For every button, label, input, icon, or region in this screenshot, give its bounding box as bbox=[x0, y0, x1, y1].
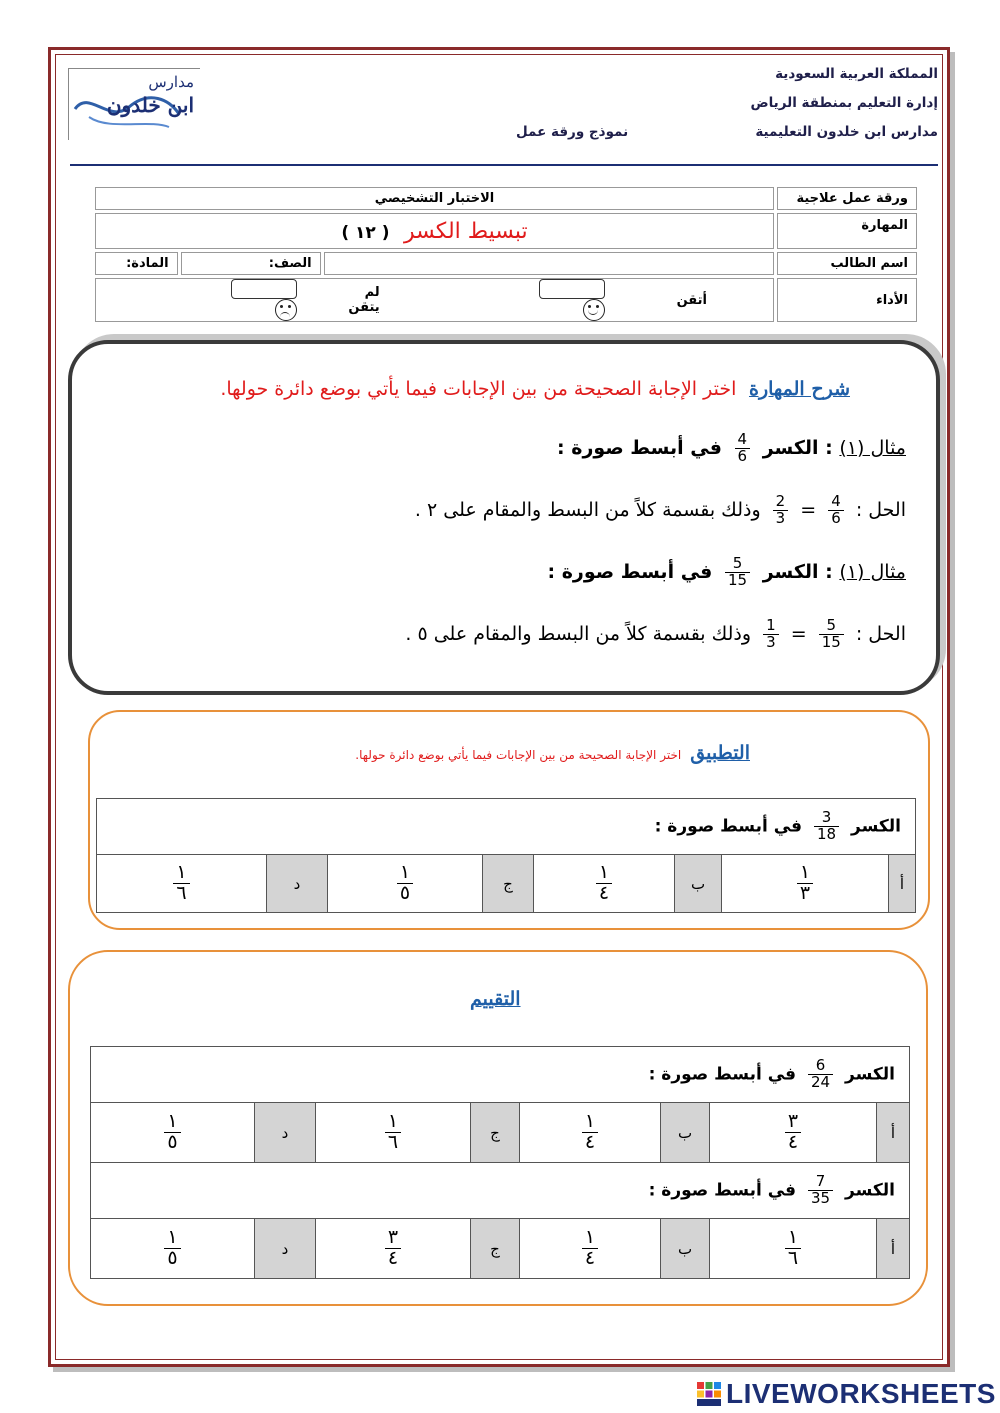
choice-letter: ج bbox=[471, 1219, 520, 1279]
liveworksheets-brand bbox=[696, 1378, 996, 1410]
not-mastered-group bbox=[212, 279, 297, 321]
class-label: الصف: bbox=[268, 256, 312, 271]
numerator: ٣ bbox=[787, 1110, 799, 1133]
numerator: ١ bbox=[167, 1110, 178, 1133]
choice-fraction bbox=[797, 863, 813, 904]
q2-choice-c[interactable] bbox=[316, 1219, 471, 1279]
choice-letter: ب bbox=[661, 1219, 710, 1279]
choice-c[interactable] bbox=[328, 855, 483, 913]
explanation-title: شرح المهارة bbox=[748, 378, 850, 400]
denominator: ٤ bbox=[785, 1132, 801, 1153]
denominator: ٦ bbox=[785, 1248, 801, 1269]
assessment-q2-choices-row bbox=[91, 1219, 910, 1279]
choice-fraction bbox=[397, 863, 413, 904]
numerator: 6 bbox=[815, 1056, 826, 1075]
question-tail: في أبسط صورة : bbox=[648, 1180, 797, 1201]
choice-letter: أ bbox=[877, 1103, 910, 1163]
example-2-fraction bbox=[725, 556, 750, 589]
choice-letter: د bbox=[255, 1103, 316, 1163]
info-table bbox=[92, 184, 920, 325]
choice-letter: د bbox=[267, 855, 328, 913]
numerator: ١ bbox=[399, 861, 411, 884]
assessment-q1-choices-row bbox=[91, 1103, 910, 1163]
question-lead: الكسر bbox=[851, 816, 901, 837]
example-1-tail: في أبسط صورة : bbox=[557, 436, 722, 459]
question-fraction bbox=[814, 810, 839, 843]
class-field[interactable] bbox=[181, 252, 321, 275]
performance-label: الأداء bbox=[777, 278, 917, 322]
solution-1-text: وذلك بقسمة كلاً من البسط والمقام على ٢ . bbox=[414, 498, 761, 521]
solution-1-label: الحل : bbox=[855, 498, 906, 521]
denominator: ٣ bbox=[797, 883, 813, 904]
numerator: ١ bbox=[176, 861, 187, 884]
denominator: ٦ bbox=[173, 883, 189, 904]
header-rule bbox=[70, 164, 938, 166]
worksheet-value: الاختبار التشخيصي bbox=[95, 187, 774, 210]
practice-instruction: اختر الإجابة الصحيحة من بين الإجابات فيما يأتي بوضع دائرة حولها. bbox=[355, 748, 682, 762]
example-2-label: مثال (١) bbox=[839, 560, 906, 583]
denominator: 6 bbox=[828, 510, 844, 527]
choice-letter: ج bbox=[471, 1103, 520, 1163]
example-1-fraction bbox=[735, 432, 751, 465]
denominator: ٥ bbox=[164, 1132, 180, 1153]
logo-text-top: مدارس bbox=[148, 73, 194, 91]
numerator: ١ bbox=[799, 861, 811, 884]
question-tail: في أبسط صورة : bbox=[654, 816, 803, 837]
liveworksheets-text: LIVEWORKSHEETS bbox=[726, 1378, 996, 1409]
header-form-title: نموذج ورقة عمل bbox=[516, 124, 629, 140]
question-lead: الكسر bbox=[845, 1064, 895, 1085]
solution-2-fraction-b bbox=[763, 618, 779, 651]
choice-d[interactable] bbox=[97, 855, 267, 913]
q1-choice-a[interactable] bbox=[710, 1103, 877, 1163]
choice-fraction bbox=[785, 1228, 801, 1269]
denominator: ٥ bbox=[164, 1248, 180, 1269]
q1-choice-b[interactable] bbox=[520, 1103, 661, 1163]
logo-text-bottom: ابن خلدون bbox=[106, 93, 194, 117]
q2-choice-b[interactable] bbox=[520, 1219, 661, 1279]
numerator: 3 bbox=[821, 808, 832, 827]
mastered-box[interactable] bbox=[539, 279, 605, 299]
solution-1-fraction-b bbox=[773, 494, 789, 527]
q2-choice-d[interactable] bbox=[91, 1219, 255, 1279]
numerator: ١ bbox=[584, 1226, 596, 1249]
solution-1 bbox=[415, 494, 906, 527]
q2-choice-a[interactable] bbox=[710, 1219, 877, 1279]
denominator: ٤ bbox=[385, 1248, 401, 1269]
mastered-label: أتقن bbox=[676, 292, 707, 308]
not-mastered-box[interactable] bbox=[231, 279, 297, 299]
numerator: ١ bbox=[598, 861, 610, 884]
denominator: 24 bbox=[808, 1074, 833, 1091]
solution-2 bbox=[405, 618, 906, 651]
denominator: ٥ bbox=[397, 883, 413, 904]
numerator: 7 bbox=[815, 1172, 826, 1191]
denominator: 3 bbox=[763, 634, 779, 651]
denominator: ٤ bbox=[596, 883, 612, 904]
numerator: 1 bbox=[766, 616, 776, 634]
example-1-label: مثال (١) bbox=[839, 436, 906, 459]
assessment-title: التقييم bbox=[470, 988, 521, 1010]
solution-2-fraction-a bbox=[819, 618, 844, 651]
smiley-face-icon bbox=[583, 299, 605, 321]
practice-choices-row bbox=[97, 855, 916, 913]
numerator: 4 bbox=[737, 430, 748, 448]
choice-fraction bbox=[164, 1228, 180, 1269]
assessment-question-2 bbox=[91, 1163, 910, 1219]
choice-fraction bbox=[582, 1112, 598, 1153]
equals-sign: = bbox=[800, 498, 817, 521]
performance-row bbox=[104, 279, 765, 321]
choice-fraction bbox=[596, 863, 612, 904]
denominator: 6 bbox=[735, 448, 751, 465]
frame-shadow-right bbox=[950, 52, 955, 1370]
choice-fraction bbox=[164, 1112, 180, 1153]
numerator: ٣ bbox=[387, 1226, 399, 1249]
numerator: 2 bbox=[775, 492, 786, 510]
numerator: ١ bbox=[167, 1226, 178, 1249]
example-2 bbox=[548, 556, 907, 589]
skill-cell bbox=[95, 213, 774, 249]
header-line-3: مدارس ابن خلدون التعليمية bbox=[755, 124, 938, 140]
q1-choice-c[interactable] bbox=[316, 1103, 471, 1163]
subject-field[interactable] bbox=[95, 252, 178, 275]
denominator: 15 bbox=[725, 572, 750, 589]
practice-title: التطبيق bbox=[690, 742, 750, 764]
example-2-lead: : الكسر bbox=[762, 560, 833, 583]
choice-b[interactable] bbox=[534, 855, 675, 913]
choice-fraction bbox=[173, 863, 189, 904]
numerator: ١ bbox=[787, 1226, 799, 1249]
numerator: 4 bbox=[831, 492, 841, 510]
question-lead: الكسر bbox=[845, 1180, 895, 1201]
example-1-lead: : الكسر bbox=[762, 436, 833, 459]
q1-choice-d[interactable] bbox=[91, 1103, 255, 1163]
not-mastered-label: لم يتقن bbox=[348, 285, 380, 315]
question-fraction bbox=[808, 1058, 833, 1091]
solution-1-fraction-a bbox=[828, 494, 844, 527]
choice-letter: أ bbox=[877, 1219, 910, 1279]
denominator: 18 bbox=[814, 826, 839, 843]
explanation-header bbox=[220, 378, 850, 400]
student-name-field[interactable] bbox=[324, 252, 774, 275]
performance-cell bbox=[95, 278, 774, 322]
example-1 bbox=[557, 432, 906, 465]
question-fraction bbox=[808, 1174, 833, 1207]
denominator: ٦ bbox=[385, 1132, 401, 1153]
numerator: ١ bbox=[387, 1110, 399, 1133]
choice-letter: ب bbox=[661, 1103, 710, 1163]
student-label: اسم الطالب bbox=[777, 252, 917, 275]
question-tail: في أبسط صورة : bbox=[648, 1064, 797, 1085]
choice-letter: د bbox=[255, 1219, 316, 1279]
denominator: ٤ bbox=[582, 1248, 598, 1269]
skill-label: المهارة bbox=[777, 213, 917, 249]
numerator: ١ bbox=[584, 1110, 596, 1133]
worksheet-label: ورقة عمل علاجية bbox=[777, 187, 917, 210]
mastered-group bbox=[520, 279, 605, 321]
header-line-2: إدارة التعليم بمنطقة الرياض bbox=[750, 95, 938, 111]
assessment-question-1 bbox=[91, 1047, 910, 1103]
choice-letter: أ bbox=[889, 855, 916, 913]
choice-fraction bbox=[582, 1228, 598, 1269]
denominator: ٤ bbox=[582, 1132, 598, 1153]
explanation-instruction: اختر الإجابة الصحيحة من بين الإجابات فيما يأتي بوضع دائرة حولها. bbox=[220, 378, 737, 400]
choice-fraction bbox=[785, 1112, 801, 1153]
denominator: 35 bbox=[808, 1190, 833, 1207]
denominator: 15 bbox=[819, 634, 844, 651]
example-2-tail: في أبسط صورة : bbox=[547, 560, 713, 583]
solution-2-text: وذلك بقسمة كلاً من البسط والمقام على ٥ . bbox=[405, 622, 752, 645]
choice-letter: ب bbox=[675, 855, 722, 913]
skill-value: تبسيط الكسر bbox=[404, 218, 528, 244]
choice-letter: ج bbox=[483, 855, 534, 913]
solution-2-label: الحل : bbox=[855, 622, 906, 645]
assessment-question-table bbox=[90, 1046, 910, 1279]
skill-number: ( ١٢ ) bbox=[341, 222, 390, 243]
liveworksheets-logo-icon bbox=[696, 1381, 722, 1407]
denominator: 3 bbox=[773, 510, 789, 527]
header-line-1: المملكة العربية السعودية bbox=[775, 66, 938, 82]
practice-question-table bbox=[96, 798, 916, 913]
frame-shadow-bottom bbox=[53, 1367, 955, 1372]
subject-label: المادة: bbox=[126, 256, 169, 271]
sad-face-icon bbox=[275, 299, 297, 321]
school-logo bbox=[68, 68, 200, 140]
choice-fraction bbox=[385, 1228, 401, 1269]
numerator: 5 bbox=[732, 554, 743, 572]
choice-fraction bbox=[385, 1112, 401, 1153]
numerator: 5 bbox=[826, 616, 837, 634]
practice-question bbox=[97, 799, 916, 855]
choice-a[interactable] bbox=[722, 855, 889, 913]
practice-header bbox=[355, 742, 750, 764]
equals-sign: = bbox=[790, 622, 807, 645]
